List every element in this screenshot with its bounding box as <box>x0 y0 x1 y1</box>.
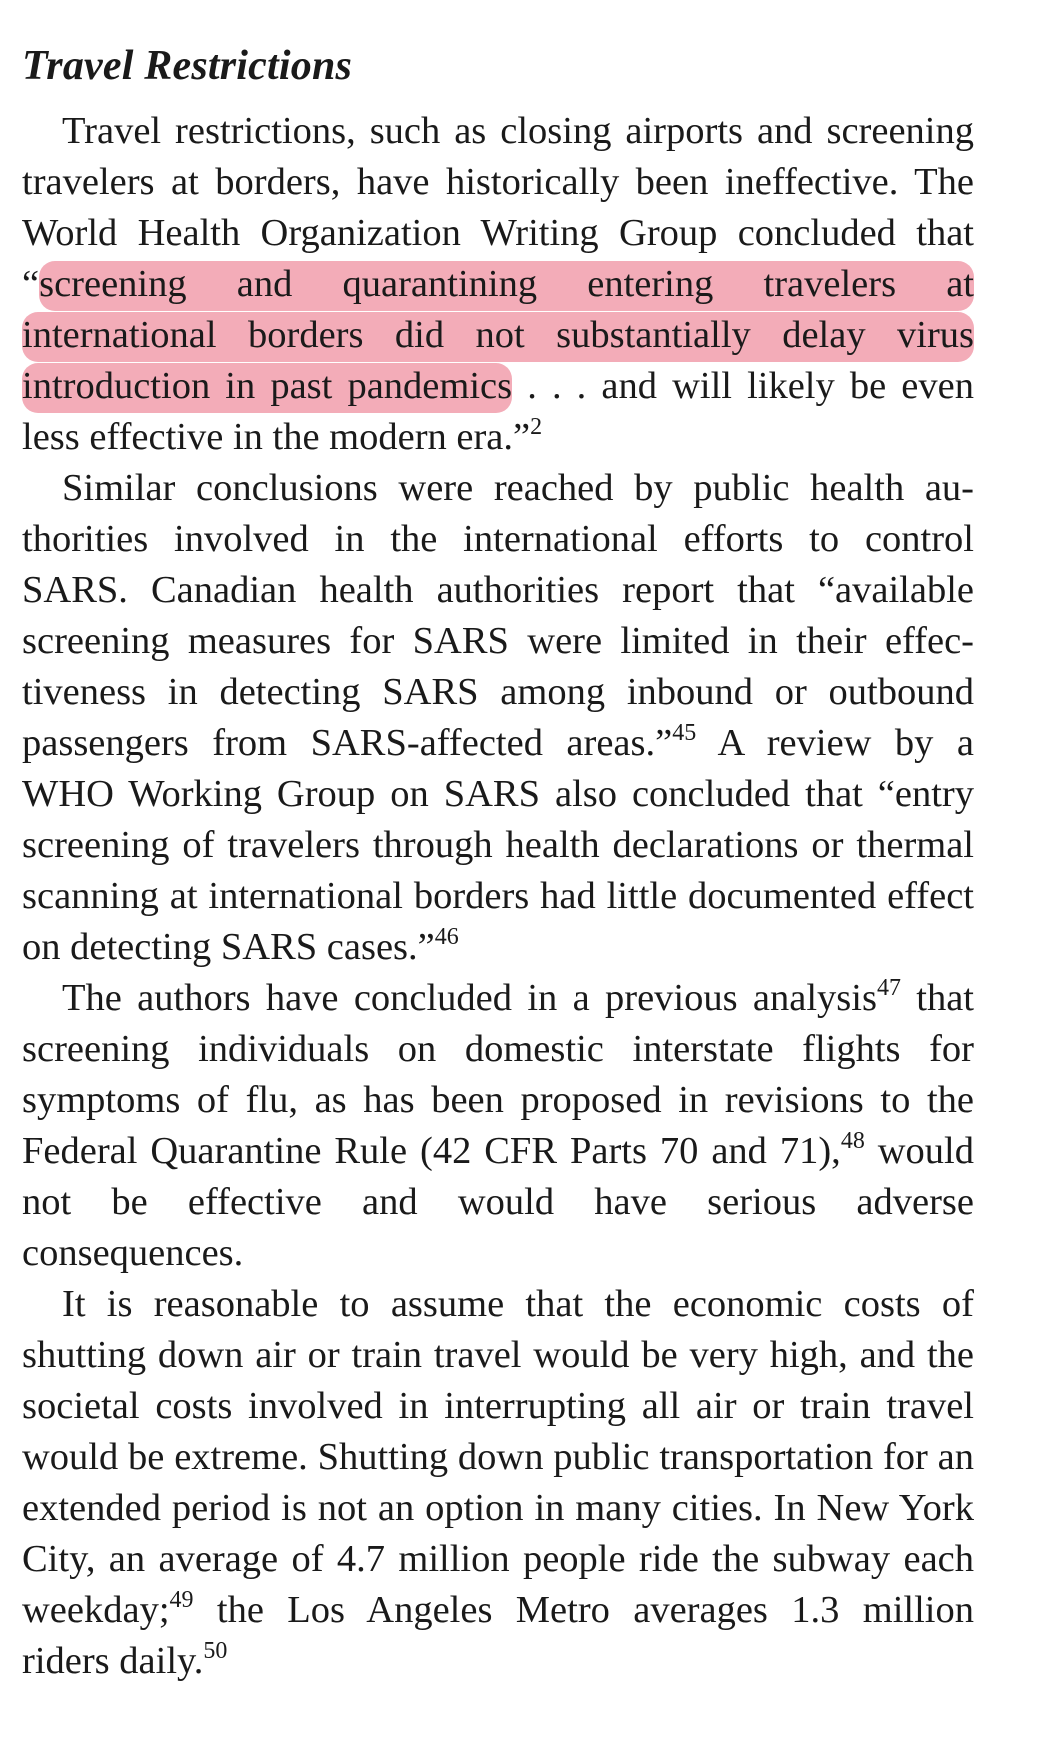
footnote-ref-49: 49 <box>169 1587 194 1613</box>
document-page <box>22 40 974 1687</box>
paragraph-3 <box>22 973 974 1279</box>
p3-text-3: would not be effective and would have serious adverse consequences. <box>22 1130 974 1274</box>
section-heading: Travel Restrictions <box>22 43 353 89</box>
footnote-ref-50: 50 <box>203 1638 228 1664</box>
paragraph-4 <box>22 1279 974 1687</box>
p2-text-2: A review by a WHO Working Group on SARS also concluded that “entry screening of travelers through health declarations or thermal scanning at international borders had little documented effect on detecting SARS cases.” <box>22 722 974 968</box>
p3-text-1: The authors have concluded in a previous analysis <box>62 977 877 1019</box>
p1-text-after: . . . and will likely be even less effective in the modern era.” <box>22 365 974 458</box>
footnote-ref-47: 47 <box>876 975 901 1001</box>
paragraph-1 <box>22 106 974 463</box>
paragraph-2 <box>22 463 974 973</box>
footnote-ref-2: 2 <box>530 414 543 440</box>
p4-text-2: the Los Angeles Metro averages 1.3 million riders daily. <box>22 1589 974 1682</box>
p1-text-before: Travel restrictions, such as closing airports and screening travelers at borders, have historically been ineffective. The World Health Organization Writing Group concluded that “ <box>22 110 974 305</box>
footnote-ref-48: 48 <box>840 1128 865 1154</box>
highlighted-quote: screening and quarantining entering travelers at international borders did not substantially delay virus introduction in past pandemics <box>22 261 974 413</box>
footnote-ref-46: 46 <box>434 924 459 950</box>
p4-text-1: It is reasonable to assume that the economic costs of shutting down air or train travel would be very high, and the societal costs involved in interrupting all air or train travel would be extreme. Shutting down public transportation for an extended period is not an option in many cities. In New York City, an average of 4.7 million people ride the subway each weekday; <box>22 1283 974 1631</box>
p2-text-1: Similar conclusions were reached by public health authorities involved in the international efforts to control SARS. Canadian health authorities report that “available screening measures for SARS were limited in their effectiveness in detecting SARS among inbound or outbound passengers from SARS-affected areas.” <box>22 467 974 764</box>
footnote-ref-45: 45 <box>672 720 697 746</box>
p3-text-2: that screening individuals on domestic interstate flights for symptoms of flu, as has been proposed in revisions to the Federal Quarantine Rule (42 CFR Parts 70 and 71), <box>22 977 974 1172</box>
